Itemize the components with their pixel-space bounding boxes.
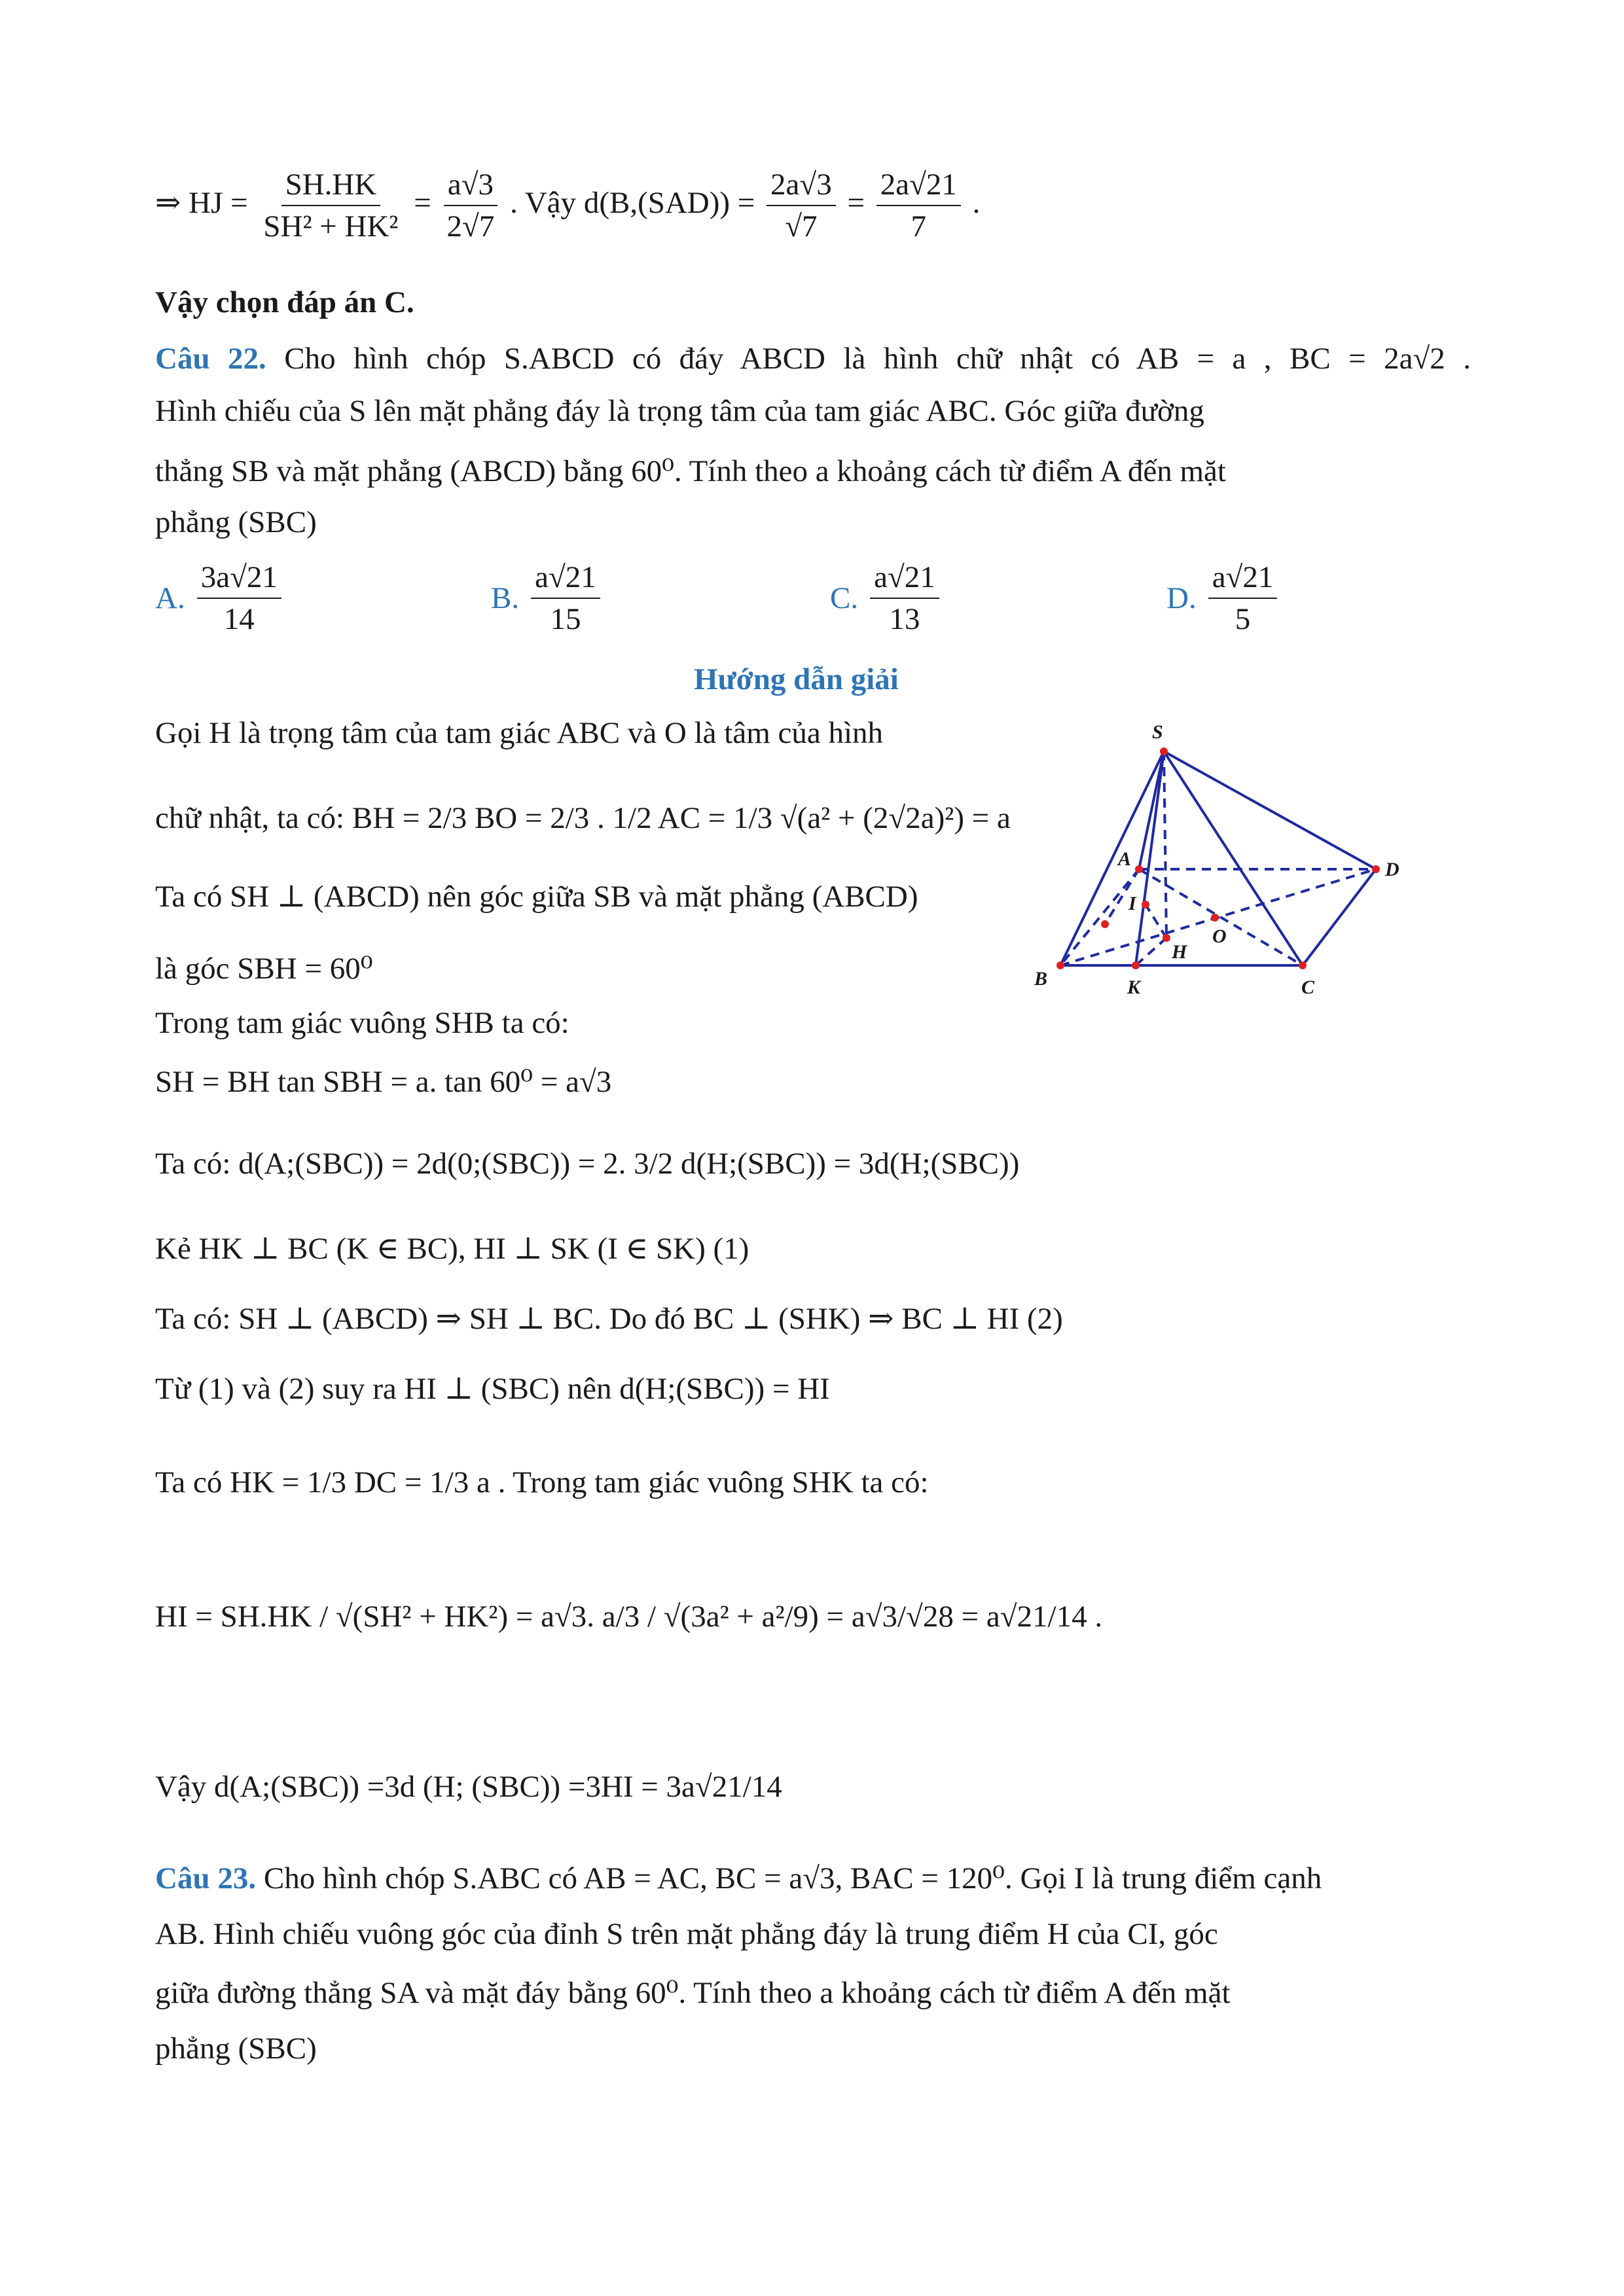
hj-value-fraction: $\frac{a√3}{2√7}$ bbox=[443, 167, 499, 244]
label-a: A bbox=[1118, 848, 1132, 870]
point-b bbox=[1056, 961, 1064, 969]
edge-sc bbox=[1164, 751, 1303, 965]
q22-line-3: thẳng SB và mặt phẳng (ABCD) bằng 60⁰. Tính theo a khoảng cách từ điểm A đến mặt bbox=[155, 454, 1226, 488]
point-o bbox=[1211, 914, 1219, 922]
point-i bbox=[1142, 901, 1149, 908]
option-b-label: B. bbox=[491, 581, 520, 616]
solution-line-4: là góc SBH = 60⁰ bbox=[155, 952, 373, 986]
solution-line-7: Ta có: d(A;(SBC)) = 2d(0;(SBC)) = 2. 3/2 d(H;(SBC)) = 3d(H;(SBC)) bbox=[155, 1147, 1020, 1181]
solution-line-2: chữ nhật, ta có: BH = 2/3 BO = 2/3 . 1/2 AC = 1/3 √(a² + (2√2a)²) = a bbox=[155, 801, 1011, 835]
point-i2 bbox=[1101, 920, 1109, 928]
point-k bbox=[1132, 961, 1140, 969]
q22-line-2: Hình chiếu của S lên mặt phẳng đáy là trọng tâm của tam giác ABC. Góc giữa đường bbox=[155, 394, 1204, 428]
option-a[interactable]: A. $\frac{3a√21}{14}$ bbox=[155, 560, 285, 637]
edge-ac bbox=[1139, 869, 1303, 965]
option-c-label: C. bbox=[830, 581, 859, 616]
label-c: C bbox=[1301, 977, 1315, 998]
label-s: S bbox=[1152, 721, 1163, 743]
solution-line-5: Trong tam giác vuông SHB ta có: bbox=[155, 1006, 569, 1040]
hj-fraction bbox=[259, 167, 402, 244]
solution-line-12: HI = SH.HK / √(SH² + HK²) = a√3. a/3 / √(3a² + a²/9) = a√3/√28 = a√21/14 . bbox=[155, 1600, 1103, 1634]
label-k: K bbox=[1127, 977, 1141, 998]
solution-line-11: Ta có HK = 1/3 DC = 1/3 a . Trong tam giác vuông SHK ta có: bbox=[155, 1465, 929, 1499]
q23-line-4: phẳng (SBC) bbox=[155, 2032, 317, 2066]
point-a bbox=[1135, 865, 1143, 873]
edge-cd bbox=[1303, 869, 1376, 965]
solution-line-9: Ta có: SH ⊥ (ABCD) ⇒ SH ⊥ BC. Do đó BC ⊥ (SHK) ⇒ BC ⊥ HI (2) bbox=[155, 1302, 1063, 1336]
solution-line-1: Gọi H là trọng tâm của tam giác ABC và O là tâm của hình bbox=[155, 716, 884, 750]
option-b[interactable]: B. $\frac{a√21}{15}$ bbox=[491, 560, 604, 637]
edge-sb bbox=[1060, 751, 1164, 965]
edge-hi bbox=[1146, 905, 1166, 938]
option-d[interactable]: D. $\frac{a√21}{5}$ bbox=[1166, 560, 1281, 637]
result-fraction-2: $\frac{2a√21}{7}$ bbox=[876, 167, 961, 244]
q23-line-2: AB. Hình chiếu vuông góc của đỉnh S trên mặt phẳng đáy là trung điểm H của CI, góc bbox=[155, 1917, 1218, 1951]
label-h: H bbox=[1172, 941, 1187, 963]
q23-line-3: giữa đường thẳng SA và mặt đáy bằng 60⁰. Tính theo a khoảng cách từ điểm A đến mặt bbox=[155, 1976, 1231, 2010]
point-h bbox=[1163, 934, 1170, 942]
hj-denominator: SH² + HK² bbox=[263, 209, 399, 244]
point-s bbox=[1160, 747, 1168, 755]
solution-line-3: Ta có SH ⊥ (ABCD) nên góc giữa SB và mặt phẳng (ABCD) bbox=[155, 880, 918, 914]
label-i: I bbox=[1128, 893, 1136, 914]
q23-label: Câu 23. bbox=[155, 1861, 257, 1895]
point-d bbox=[1372, 865, 1380, 873]
solution-line-8: Kẻ HK ⊥ BC (K ∈ BC), HI ⊥ SK (I ∈ SK) (1) bbox=[155, 1232, 749, 1266]
solution-line-6: SH = BH tan SBH = a. tan 60⁰ = a√3 bbox=[155, 1065, 612, 1099]
label-o: O bbox=[1212, 925, 1227, 947]
result-fraction-1: $\frac{2a√3}{√7}$ bbox=[767, 167, 836, 244]
pyramid-figure bbox=[1021, 720, 1427, 1008]
option-d-label: D. bbox=[1166, 581, 1197, 616]
vay-label: . Vậy bbox=[510, 185, 577, 220]
label-d: D bbox=[1385, 859, 1399, 880]
point-c bbox=[1299, 961, 1307, 969]
distance-expression: d(B,(SAD)) = bbox=[583, 185, 755, 220]
option-a-label: A. bbox=[155, 581, 185, 616]
q22-line-4: phẳng (SBC) bbox=[155, 505, 317, 539]
solution-line-10: Từ (1) và (2) suy ra HI ⊥ (SBC) nên d(H;(SBC)) = HI bbox=[155, 1372, 830, 1406]
solution-line-13: Vậy d(A;(SBC)) =3d (H; (SBC)) =3HI = 3a√21/14 bbox=[155, 1770, 782, 1804]
conclusion: Vậy chọn đáp án C. bbox=[155, 285, 414, 319]
guide-title: Hướng dẫn giải bbox=[694, 662, 899, 696]
hj-numerator: SH.HK bbox=[281, 167, 381, 206]
hj-lhs: ⇒ HJ = bbox=[155, 185, 248, 220]
option-c[interactable]: C. $\frac{a√21}{13}$ bbox=[830, 560, 943, 637]
q23-line-1: Câu 23. Cho hình chóp S.ABC có AB = AC, BC = a√3, BAC = 120⁰. Gọi I là trung điểm cạnh bbox=[155, 1861, 1322, 1895]
edge-sh bbox=[1164, 751, 1166, 938]
label-b: B bbox=[1034, 968, 1048, 990]
hj-formula-line: ⇒ HJ = $\frac{SH.HK}{\text{SH² + HK²}}$ = $\frac{a√3}{2√7}$ . Vậy d(B,(SAD)) = $\frac{2a√3}{√7}$ = $\frac{2a√21}{7}$ . bbox=[155, 168, 981, 244]
q22-line-1: Câu 22. Cho hình chóp S.ABCD có đáy ABCD là hình chữ nhật có AB = a , BC = 2a√2 . bbox=[155, 342, 1471, 376]
edge-sd bbox=[1164, 751, 1376, 869]
q22-label: Câu 22. bbox=[155, 342, 266, 376]
